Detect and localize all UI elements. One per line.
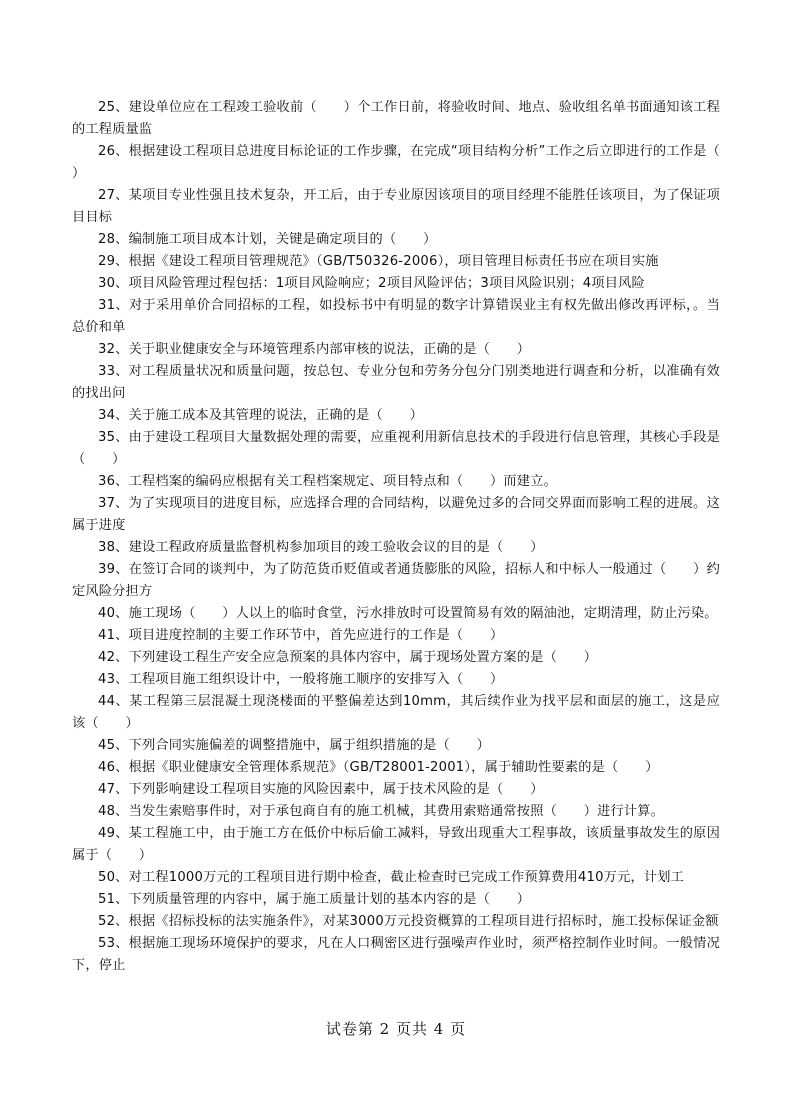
question-43: 43、工程项目施工组织设计中，一般将施工顺序的安排写入（ ） xyxy=(98,672,504,687)
question-37: 37、为了实现项目的进度目标，应选择合理的合同结构，以避免过多的合同交界面而影响工程的进展。这属于进度 xyxy=(72,496,720,533)
question-36: 36、工程档案的编码应根据有关工程档案规定、项目特点和（ ）而建立。 xyxy=(98,474,557,489)
question-50: 50、对工程1000万元的工程项目进行期中检查，截止检查时已完成工作预算费用410万元，计划工 xyxy=(98,870,685,885)
question-28: 28、编制施工项目成本计划，关键是确定项目的（ ） xyxy=(98,232,437,247)
question-38: 38、建设工程政府质量监督机构参加项目的竣工验收会议的目的是（ ） xyxy=(98,540,544,555)
question-27: 27、某项目专业性强且技术复杂，开工后，由于专业原因该项目的项目经理不能胜任该项目，为了保证项目目标 xyxy=(72,188,720,225)
question-45: 45、下列合同实施偏差的调整措施中，属于组织措施的是（ ） xyxy=(98,738,491,753)
page-footer: 试卷第 2 页共 4 页 xyxy=(325,1020,467,1038)
question-29: 29、根据《建设工程项目管理规范》（GB/T50326-2006），项目管理目标责任书应在项目实施 xyxy=(98,254,659,269)
question-list xyxy=(72,97,747,977)
question-40: 40、施工现场（ ）人以上的临时食堂，污水排放时可设置简易有效的隔油池，定期清理，防止污染。 xyxy=(98,606,718,621)
question-41: 41、项目进度控制的主要工作环节中，首先应进行的工作是（ ） xyxy=(98,628,504,643)
question-35: 35、由于建设工程项目大量数据处理的需要，应重视利用新信息技术的手段进行信息管理，其核心手段是（ ） xyxy=(72,430,720,467)
question-44: 44、某工程第三层混凝土现浇楼面的平整偏差达到10mm，其后续作业为找平层和面层的施工，这是应该（ ） xyxy=(72,694,720,731)
question-25: 25、建设单位应在工程竣工验收前（ ）个工作日前，将验收时间、地点、验收组名单书面通知该工程的工程质量监 xyxy=(72,100,720,137)
question-53: 53、根据施工现场环境保护的要求，凡在人口稠密区进行强噪声作业时，须严格控制作业时间。一般情况下，停止 xyxy=(72,936,720,973)
question-32: 32、关于职业健康安全与环境管理系内部审核的说法，正确的是（ ） xyxy=(98,342,531,357)
question-42: 42、下列建设工程生产安全应急预案的具体内容中，属于现场处置方案的是（ ） xyxy=(98,650,598,665)
question-33: 33、对工程质量状况和质量问题，按总包、专业分包和劳务分包分门别类地进行调查和分析，以准确有效的找出问 xyxy=(72,364,720,401)
question-47: 47、下列影响建设工程项目实施的风险因素中，属于技术风险的是（ ） xyxy=(98,782,544,797)
question-34: 34、关于施工成本及其管理的说法，正确的是（ ） xyxy=(98,408,424,423)
question-51: 51、下列质量管理的内容中，属于施工质量计划的基本内容的是（ ） xyxy=(98,892,531,907)
question-46: 46、根据《职业健康安全管理体系规范》（GB/T28001-2001），属于辅助性要素的是（ ） xyxy=(98,760,659,775)
question-30: 30、项目风险管理过程包括：1项目风险响应；2项目风险评估；3项目风险识别；4项目风险 xyxy=(98,276,645,291)
question-49: 49、某工程施工中，由于施工方在低价中标后偷工减料，导致出现重大工程事故，该质量事故发生的原因属于（ ） xyxy=(72,826,720,863)
question-39: 39、在签订合同的谈判中，为了防范货币贬值或者通货膨胀的风险，招标人和中标人一般通过（ ）约定风险分担方 xyxy=(72,562,720,599)
question-31: 31、对于采用单价合同招标的工程，如投标书中有明显的数字计算错误业主有权先做出修改再评标，。当总价和单 xyxy=(72,298,720,335)
question-26: 26、根据建设工程项目总进度目标论证的工作步骤，在完成“项目结构分析”工作之后立即进行的工作是（ ） xyxy=(72,144,747,181)
question-52: 52、根据《招标投标的法实施条件》，对某3000万元投资概算的工程项目进行招标时，施工投标保证金额 xyxy=(98,914,719,929)
question-48: 48、当发生索赔事件时，对于承包商自有的施工机械，其费用索赔通常按照（ ）进行计算。 xyxy=(98,804,665,819)
